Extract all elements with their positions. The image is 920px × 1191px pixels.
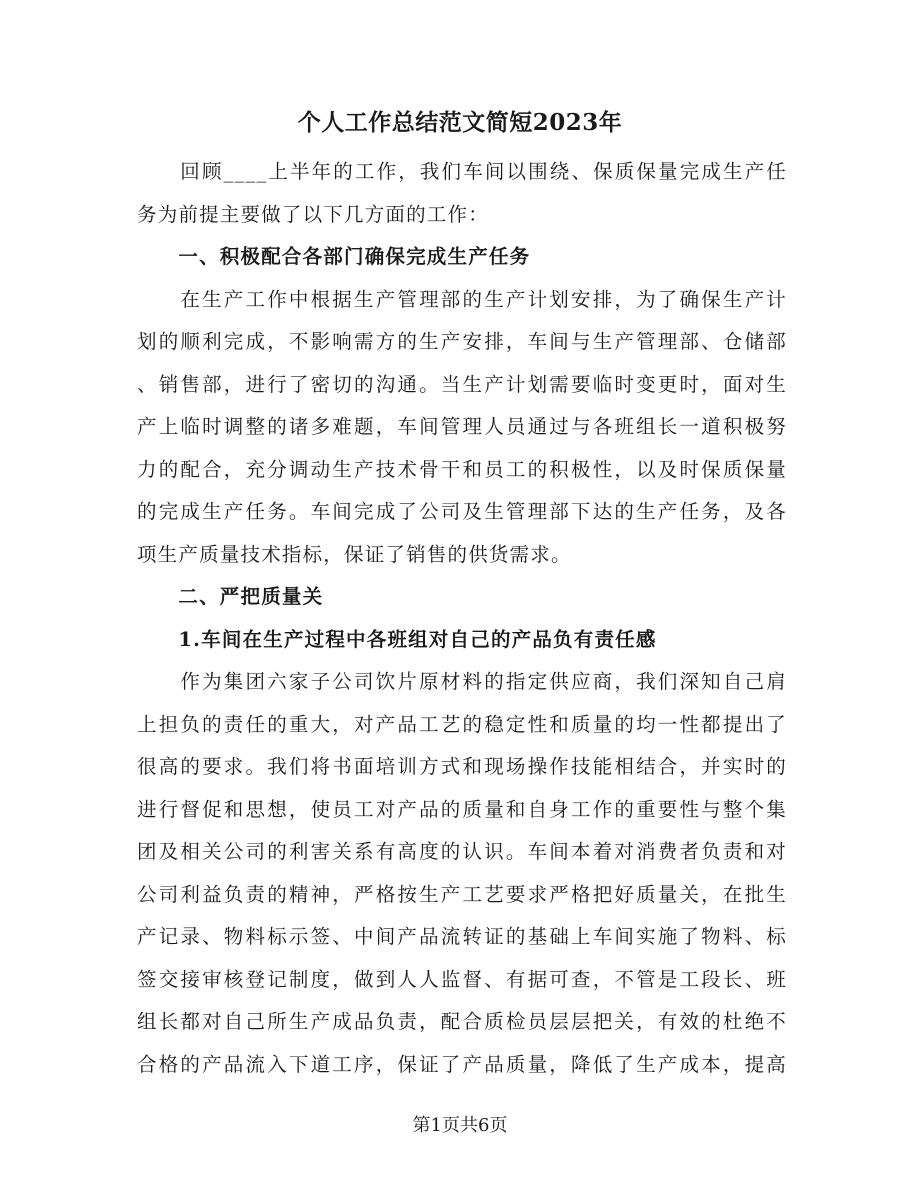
paragraph-line: 签交接审核登记制度，做到人人监督、有据可查，不管是工段长、班 <box>137 968 787 991</box>
section-heading: 二、严把质量关 <box>137 585 324 608</box>
paragraph-line: 组长都对自己所生产成品负责，配合质检员层层把关，有效的杜绝不 <box>137 1010 787 1033</box>
subsection-heading: 1.车间在生产过程中各班组对自己的产品负有责任感 <box>137 628 657 651</box>
paragraph-line: 合格的产品流入下道工序，保证了产品质量，降低了生产成本，提高 <box>137 1053 787 1076</box>
paragraph-line: 、销售部，进行了密切的沟通。当生产计划需要临时变更时，面对生 <box>137 373 787 396</box>
section-heading: 一、积极配合各部门确保完成生产任务 <box>137 245 531 268</box>
paragraph-line: 项生产质量技术指标，保证了销售的供货需求。 <box>137 543 572 566</box>
paragraph-line: 力的配合，充分调动生产技术骨干和员工的积极性，以及时保质保量 <box>137 458 787 481</box>
paragraph-line: 作为集团六家子公司饮片原材料的指定供应商，我们深知自己肩 <box>137 670 787 693</box>
paragraph-line: 很高的要求。我们将书面培训方式和现场操作技能相结合，并实时的 <box>137 755 787 778</box>
document-title: 个人工作总结范文简短2023年 <box>297 109 623 136</box>
paragraph-line: 在生产工作中根据生产管理部的生产计划安排，为了确保生产计 <box>137 288 787 311</box>
paragraph-line: 上担负的责任的重大，对产品工艺的稳定性和质量的均一性都提出了 <box>137 713 787 736</box>
paragraph-line: 产上临时调整的诸多难题，车间管理人员通过与各班组长一道积极努 <box>137 415 787 438</box>
paragraph-line: 务为前提主要做了以下几方面的工作： <box>137 203 489 226</box>
paragraph-line: 产记录、物料标示签、中间产品流转证的基础上车间实施了物料、标 <box>137 925 787 948</box>
paragraph-line: 划的顺利完成，不影响需方的生产安排，车间与生产管理部、仓储部 <box>137 330 787 353</box>
paragraph-line: 进行督促和思想，使员工对产品的质量和自身工作的重要性与整个集 <box>137 798 787 821</box>
paragraph-line: 团及相关公司的利害关系有高度的认识。车间本着对消费者负责和对 <box>137 840 787 863</box>
page-number: 第1页共6页 <box>412 1115 508 1136</box>
paragraph-line: 回顾____上半年的工作，我们车间以围绕、保质保量完成生产任 <box>137 160 787 183</box>
paragraph-line: 的完成生产任务。车间完成了公司及生管理部下达的生产任务，及各 <box>137 500 787 523</box>
paragraph-line: 公司利益负责的精神，严格按生产工艺要求严格把好质量关，在批生 <box>137 883 787 906</box>
